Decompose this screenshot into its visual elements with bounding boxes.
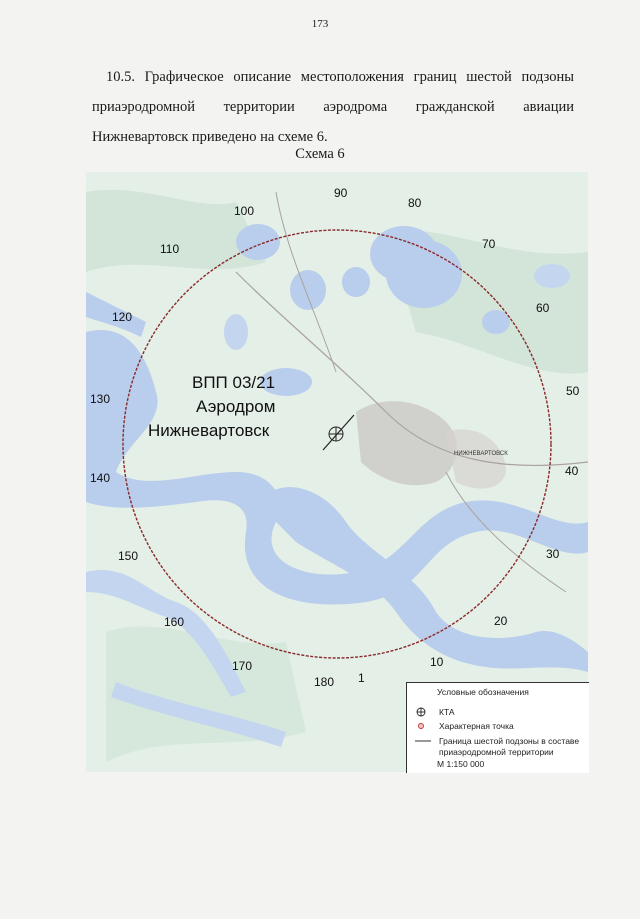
bearing-label: 20 xyxy=(494,614,508,628)
kta-symbol xyxy=(329,427,343,441)
kta-legend-icon xyxy=(415,707,431,717)
bearing-label: 170 xyxy=(232,659,253,673)
legend-row-point xyxy=(415,721,514,732)
bearing-label: 1 xyxy=(358,671,365,685)
page-number: 173 xyxy=(311,18,329,30)
bearing-label: 10 xyxy=(430,655,444,669)
lake xyxy=(290,270,326,310)
bearing-label: 160 xyxy=(164,615,185,629)
bearing-label: 130 xyxy=(90,392,111,406)
bearing-label: 120 xyxy=(112,310,133,324)
bearing-label: 30 xyxy=(546,547,560,561)
boundary-line-legend-icon xyxy=(415,736,431,746)
lake xyxy=(386,240,462,308)
map-legend xyxy=(406,682,589,773)
legend-point-label: Характерная точка xyxy=(439,721,514,731)
bearing-label: 90 xyxy=(334,186,348,200)
legend-row-kta xyxy=(415,707,455,718)
legend-row-boundary xyxy=(415,736,579,758)
lake xyxy=(534,264,570,288)
description-paragraph: 10.5. Графическое описание местоположения границ шестой подзоны приаэродромной территории аэродрома гражданской авиации Нижневартовск приведено на схеме 6. xyxy=(92,69,574,145)
legend-boundary-label-line1: Граница шестой подзоны в составе xyxy=(439,736,580,746)
scheme-title: Схема 6 xyxy=(295,146,345,162)
aerodrome-label-line2: Нижневартовск xyxy=(148,421,270,440)
legend-boundary-label-line2: приаэродромной территории xyxy=(439,747,554,757)
characteristic-point-legend-icon xyxy=(415,721,431,731)
bearing-label: 60 xyxy=(536,301,550,315)
bearing-label: 70 xyxy=(482,237,496,251)
legend-title: Условные обозначения xyxy=(437,687,529,697)
aerodrome-label-line1: Аэродром xyxy=(196,397,276,416)
lake xyxy=(342,267,370,297)
bearing-label: 50 xyxy=(566,384,580,398)
city-label: НИЖНЕВАРТОВСК xyxy=(454,451,508,457)
legend-kta-label: КТА xyxy=(439,707,455,717)
bearing-label: 150 xyxy=(118,549,139,563)
lake xyxy=(224,314,248,350)
runway-label: ВПП 03/21 xyxy=(192,373,276,392)
lake xyxy=(236,224,280,260)
bearing-label: 180 xyxy=(314,675,335,689)
bearing-label: 100 xyxy=(234,204,255,218)
map-scale: М 1:150 000 xyxy=(437,759,485,769)
bearing-label: 80 xyxy=(408,196,422,210)
bearing-label: 110 xyxy=(160,242,180,256)
legend-boundary-label xyxy=(439,736,579,758)
bearing-label: 40 xyxy=(565,464,579,478)
bearing-label: 140 xyxy=(90,471,111,485)
